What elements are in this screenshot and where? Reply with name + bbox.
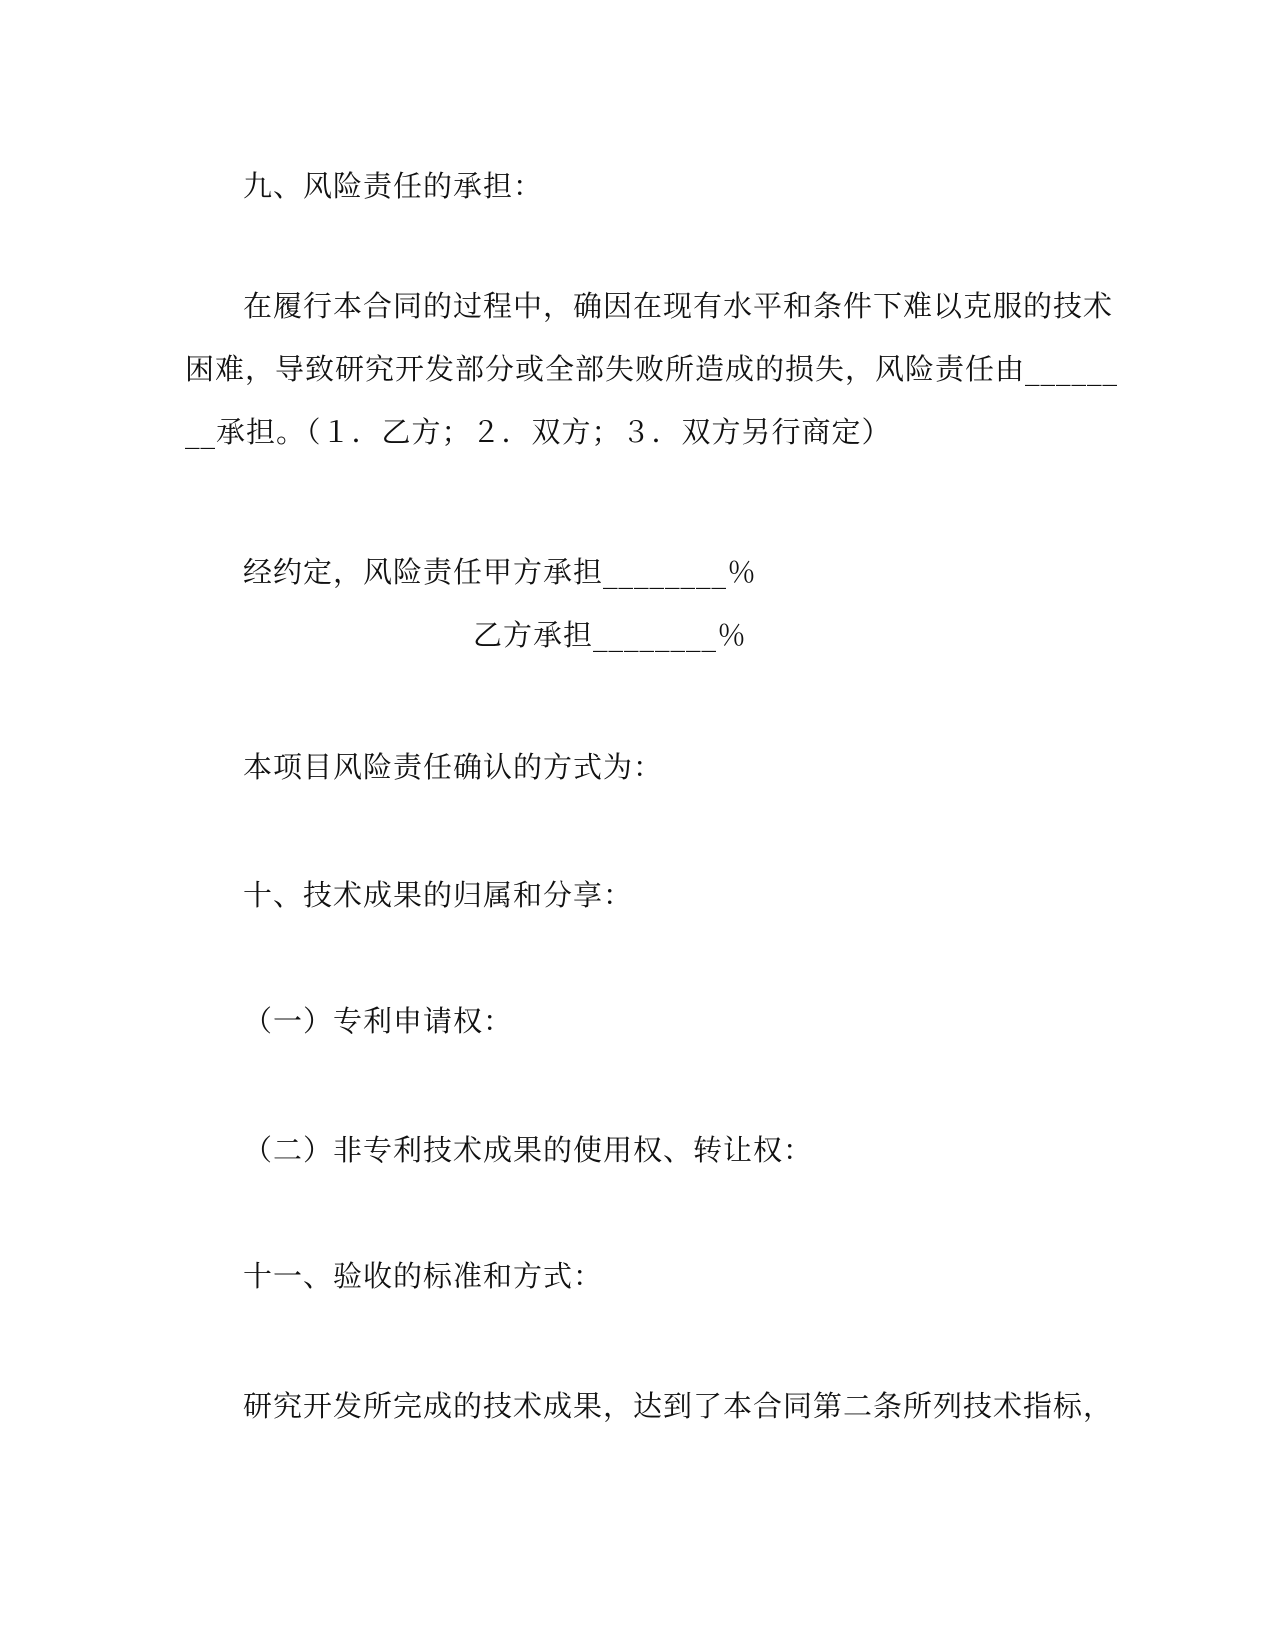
- acceptance-paragraph-line-1: 研究开发所完成的技术成果，达到了本合同第二条所列技术指标，: [243, 1389, 1114, 1423]
- risk-confirmation-method: 本项目风险责任确认的方式为：: [243, 750, 664, 784]
- non-patent-rights: （二）非专利技术成果的使用权、转让权：: [243, 1133, 814, 1167]
- patent-application-right: （一）专利申请权：: [243, 1004, 514, 1038]
- section-10-heading: 十、技术成果的归属和分享：: [243, 878, 634, 912]
- risk-share-party-b: 乙方承担________％: [473, 618, 748, 652]
- paragraph-risk-line-3: __承担。（１．乙方；２．双方；３．双方另行商定）: [185, 415, 892, 449]
- section-11-heading: 十一、验收的标准和方式：: [243, 1259, 604, 1293]
- section-9-heading: 九、风险责任的承担：: [243, 169, 544, 203]
- paragraph-risk-line-1: 在履行本合同的过程中，确因在现有水平和条件下难以克服的技术: [243, 289, 1114, 323]
- risk-share-party-a: 经约定，风险责任甲方承担________％: [243, 555, 758, 589]
- paragraph-risk-line-2: 困难，导致研究开发部分或全部失败所造成的损失，风险责任由______: [185, 352, 1119, 386]
